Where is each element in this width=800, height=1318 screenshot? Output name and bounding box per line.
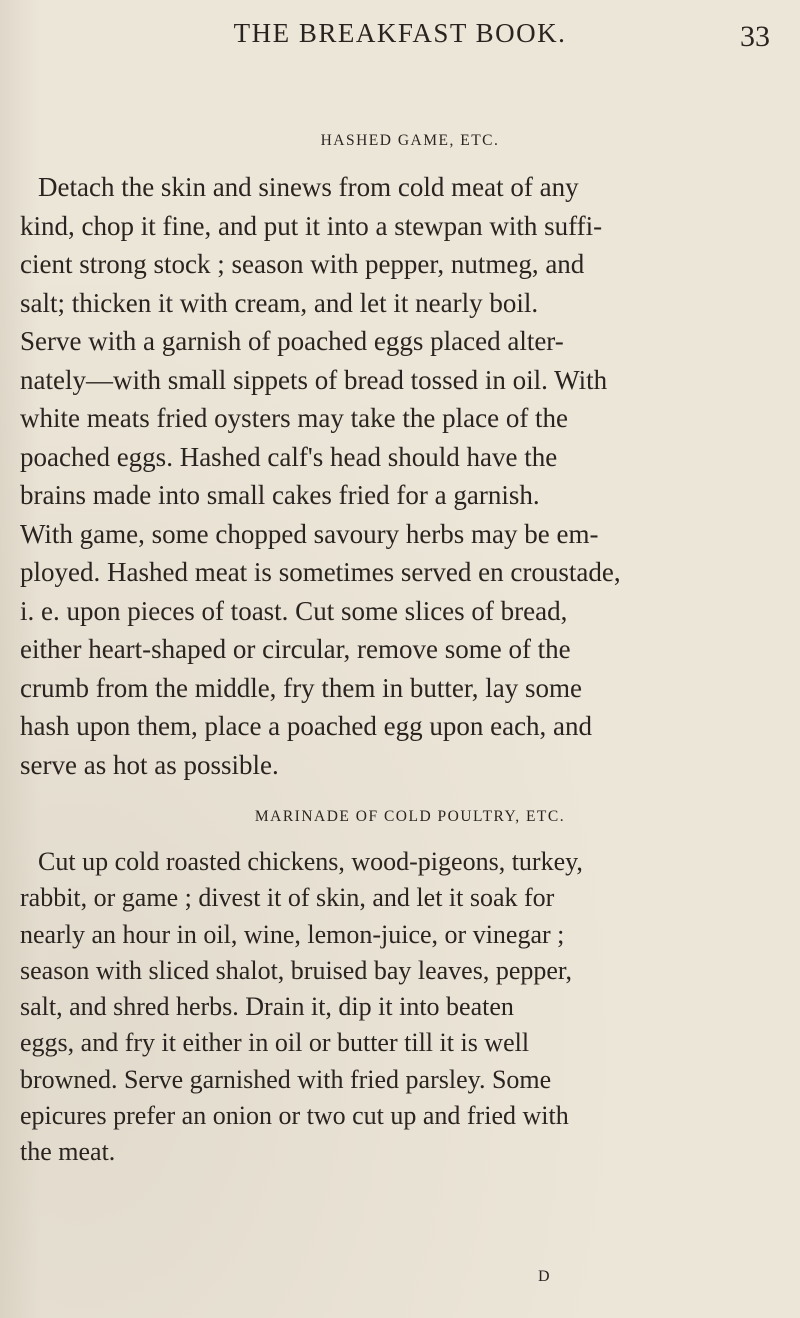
text-line: rabbit, or game ; divest it of skin, and let it soak for (20, 883, 555, 913)
text-line: nearly an hour in oil, wine, lemon-juice, or vinegar ; (20, 919, 565, 949)
text-line: epicures prefer an onion or two cut up and fried with (20, 1101, 569, 1131)
text-line: Detach the skin and sinews from cold meat of any (38, 172, 579, 202)
text-line: hash upon them, place a poached egg upon each, and (20, 711, 593, 741)
running-head (0, 18, 800, 58)
text-line: With game, some chopped savoury herbs may be em- (20, 518, 599, 549)
text-line: salt; thicken it with cream, and let it nearly boil. (20, 287, 539, 318)
text-line: Serve with a garnish of poached eggs placed alter- (20, 326, 564, 356)
text-line: eggs, and fry it either in oil or butter till it is well (20, 1028, 530, 1058)
text-line: serve as hot as possible. (20, 749, 279, 780)
text-line: brains made into small cakes fried for a garnish. (20, 480, 540, 510)
text-line: salt, and shred herbs. Drain it, dip it into beaten (20, 992, 514, 1022)
text-line: cient strong stock ; season with pepper, nutmeg, and (20, 249, 585, 279)
text-line: either heart-shaped or circular, remove some of the (20, 634, 571, 664)
text-line: i. e. upon pieces of toast. Cut some slices of bread, (20, 595, 568, 626)
text-line: the meat. (20, 1137, 116, 1167)
section-heading: MARINADE OF COLD POULTRY, ETC. (254, 808, 566, 825)
signature-mark: D (538, 1268, 550, 1285)
running-title: THE BREAKFAST BOOK. (233, 18, 567, 48)
text-line: season with sliced shalot, bruised bay leaves, pepper, (20, 955, 573, 985)
section-hashed-game (20, 132, 800, 784)
text-line: Cut up cold roasted chickens, wood-pigeons, turkey, (38, 847, 583, 876)
text-line: white meats fried oysters may take the place of the (20, 403, 569, 433)
text-line: ployed. Hashed meat is sometimes served en croustade, (20, 557, 621, 587)
page-number: 33 (740, 20, 770, 53)
text-line: browned. Serve garnished with fried parsley. Some (20, 1064, 552, 1094)
section-marinade (20, 808, 800, 1171)
text-line: poached eggs. Hashed calf's head should have the (20, 441, 558, 472)
section-heading: HASHED GAME, ETC. (320, 132, 500, 149)
text-line: kind, chop it fine, and put it into a stewpan with suffi- (20, 210, 603, 241)
text-line: crumb from the middle, fry them in butter, lay some (20, 672, 583, 703)
text-line: nately—with small sippets of bread tossed in oil. With (20, 364, 608, 395)
